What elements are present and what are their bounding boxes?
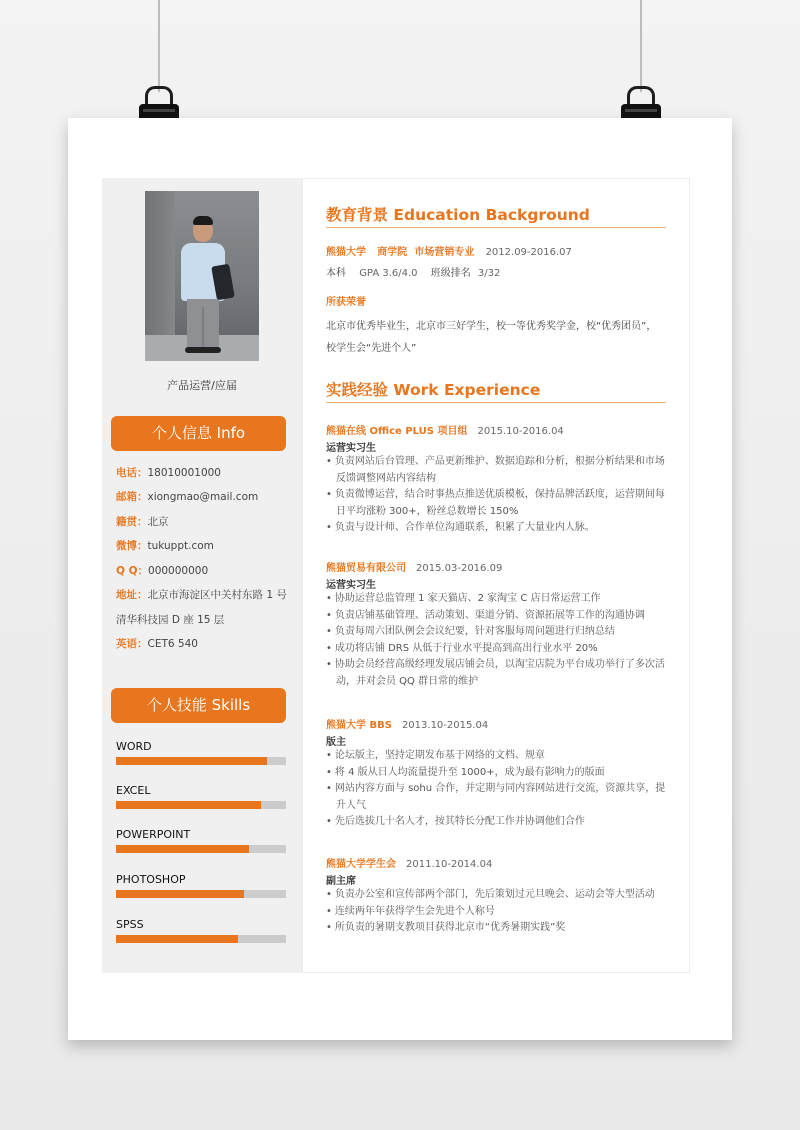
job-bullet-text: 协助会员经营高级经理发展店铺会员，以淘宝店院为平台成功举行了多次活 bbox=[334, 659, 665, 670]
job-bullet bbox=[326, 657, 671, 673]
job-bullet bbox=[326, 765, 671, 781]
info-value: 北京 bbox=[147, 516, 169, 528]
skill-bar-track bbox=[116, 890, 286, 898]
info-row bbox=[116, 563, 208, 578]
info-key: 电话： bbox=[116, 467, 148, 479]
work-heading: 实践经验 Work Experience bbox=[326, 381, 541, 399]
job-bullet bbox=[326, 641, 671, 657]
job-bullet bbox=[326, 920, 671, 936]
info-key: 英语： bbox=[116, 638, 148, 650]
job-bullet-text: 成功将店铺 DRS 从低于行业水平提高到高出行业水平 20% bbox=[334, 642, 598, 654]
skill-bar-fill bbox=[116, 757, 267, 765]
job-bullet bbox=[326, 781, 671, 797]
info-key: 微博： bbox=[116, 540, 148, 552]
job-bullet bbox=[326, 454, 671, 470]
rank-label: 班级排名 bbox=[430, 268, 471, 279]
job-role: 版主 bbox=[326, 737, 346, 748]
resume-sheet bbox=[68, 118, 732, 1040]
work-divider bbox=[326, 402, 666, 403]
info-row bbox=[116, 612, 224, 627]
job-bullet-text: 负责与设计师、合作单位沟通联系，积累了大量业内人脉。 bbox=[334, 522, 595, 533]
skill-name: POWERPOINT bbox=[116, 828, 191, 841]
info-row bbox=[116, 514, 169, 529]
bullet-dot-icon: • bbox=[326, 905, 332, 917]
info-row bbox=[116, 538, 214, 553]
job-bullet-text: 负责网站后台管理、产品更新维护、数据追踪和分析，根据分析结果和市场 bbox=[334, 456, 665, 467]
job-period: 2013.10-2015.04 bbox=[401, 720, 489, 731]
honors-line-2: 校学生会“先进个人” bbox=[326, 343, 417, 354]
job-bullet-text: 负责每周六团队例会会议纪要，针对客服每周问题进行归纳总结 bbox=[334, 626, 615, 637]
rank-value: 3/32 bbox=[477, 268, 501, 279]
education-school-line bbox=[326, 243, 572, 258]
job-bullet-text: 负责店铺基础管理、活动策划、渠道分销、资源拓展等工作的沟通协调 bbox=[334, 609, 645, 621]
gpa: GPA 3.6/4.0 bbox=[359, 268, 418, 279]
job-header bbox=[326, 716, 488, 731]
bullet-dot-icon: • bbox=[326, 642, 332, 654]
job-bullet bbox=[326, 814, 671, 830]
skill-bar-track bbox=[116, 757, 286, 765]
info-row bbox=[116, 587, 287, 602]
job-bullet bbox=[326, 471, 681, 487]
info-section-header: 个人信息 Info bbox=[111, 416, 286, 451]
honors-title: 所获荣誉 bbox=[326, 297, 366, 308]
skill-name: WORD bbox=[116, 740, 152, 753]
job-bullet-text: 升人气 bbox=[336, 799, 366, 811]
job-bullet bbox=[326, 748, 671, 764]
info-key: 籍贯： bbox=[116, 516, 148, 528]
job-bullet bbox=[326, 624, 671, 640]
major-name: 市场营销专业 bbox=[414, 247, 475, 258]
job-header bbox=[326, 855, 492, 870]
job-role: 副主席 bbox=[326, 876, 356, 887]
education-heading: 教育背景 Education Background bbox=[326, 206, 590, 224]
skill-item bbox=[116, 739, 286, 765]
skill-bar-track bbox=[116, 845, 286, 853]
job-org: 熊猫贸易有限公司 bbox=[326, 563, 406, 574]
bullet-dot-icon: • bbox=[326, 522, 332, 533]
job-bullet bbox=[326, 591, 671, 607]
education-period: 2012.09-2016.07 bbox=[485, 247, 572, 258]
job-bullet-text: 反馈调整网站内容结构 bbox=[336, 472, 436, 484]
job-org: 熊猫大学 BBS bbox=[326, 720, 392, 731]
job-role: 运营实习生 bbox=[326, 443, 376, 454]
job-bullet-text: 先后选拔几十名人才，按其特长分配工作并协调他们合作 bbox=[334, 816, 585, 827]
info-row bbox=[116, 465, 221, 480]
job-bullet-text: 论坛版主，坚持定期发布基于网络的文档、规章 bbox=[334, 750, 545, 761]
school-name: 熊猫大学 bbox=[326, 247, 366, 258]
job-bullet-text: 负责微博运营，结合时事热点推送优质模板，保持品牌活跃度，运营期间每 bbox=[334, 489, 665, 500]
job-org: 熊猫在线 Office PLUS 项目组 bbox=[326, 426, 468, 437]
job-bullet-text: 动，并对会员 QQ 群日常的维护 bbox=[336, 675, 479, 687]
job-period: 2015.03-2016.09 bbox=[416, 563, 503, 574]
honors-line-1: 北京市优秀毕业生，北京市三好学生，校一等优秀奖学金，校“优秀团员”， bbox=[326, 321, 657, 332]
bullet-dot-icon: • bbox=[326, 783, 332, 794]
job-org: 熊猫大学学生会 bbox=[326, 859, 396, 870]
bullet-dot-icon: • bbox=[326, 750, 332, 761]
job-bullet bbox=[326, 504, 681, 520]
job-header bbox=[326, 422, 564, 437]
education-divider bbox=[326, 227, 666, 228]
skill-bar-fill bbox=[116, 801, 261, 809]
job-bullet-text: 网站内容方面与 sohu 合作，并定期与同内容网站进行交流，资源共享，提 bbox=[334, 783, 666, 794]
skill-bar-fill bbox=[116, 890, 244, 898]
skill-item bbox=[116, 827, 286, 853]
job-bullet bbox=[326, 520, 671, 536]
info-value: 北京市海淀区中关村东路 1 号 bbox=[147, 589, 287, 601]
info-value: CET6 540 bbox=[147, 638, 198, 650]
info-value: 000000000 bbox=[148, 565, 209, 577]
job-bullet-text: 负责办公室和宣传部两个部门，先后策划过元旦晚会、运动会等大型活动 bbox=[334, 889, 655, 900]
info-value: 清华科技园 D 座 15 层 bbox=[116, 614, 225, 626]
skill-item bbox=[116, 783, 286, 809]
job-bullet bbox=[326, 887, 671, 903]
job-header bbox=[326, 559, 502, 574]
job-bullet-text: 所负责的暑期支教项目获得北京市“优秀暑期实践”奖 bbox=[334, 922, 566, 933]
bullet-dot-icon: • bbox=[326, 456, 332, 467]
job-bullet-text: 连续两年年获得学生会先进个人称号 bbox=[334, 905, 495, 917]
hanging-wire-left bbox=[158, 0, 160, 92]
skills-section-header: 个人技能 Skills bbox=[111, 688, 286, 723]
education-grade-line bbox=[326, 264, 500, 279]
left-sidebar bbox=[102, 178, 302, 973]
bullet-dot-icon: • bbox=[326, 593, 332, 604]
job-bullet-text: 协助运营总监管理 1 家天猫店、2 家淘宝 C 店日常运营工作 bbox=[334, 593, 601, 604]
info-value: xiongmao@mail.com bbox=[147, 491, 259, 503]
position-title: 产品运营/应届 bbox=[167, 379, 237, 392]
job-bullet-text: 日平均涨粉 300+，粉丝总数增长 150% bbox=[336, 505, 519, 517]
skill-item bbox=[116, 917, 286, 943]
skill-name: PHOTOSHOP bbox=[116, 873, 186, 886]
info-value: 18010001000 bbox=[147, 467, 221, 479]
job-bullet-text: 将 4 版从日人均流量提升至 1000+，成为最有影响力的版面 bbox=[334, 766, 605, 778]
bullet-dot-icon: • bbox=[326, 659, 332, 670]
degree: 本科 bbox=[326, 268, 346, 279]
bullet-dot-icon: • bbox=[326, 626, 332, 637]
bullet-dot-icon: • bbox=[326, 816, 332, 827]
job-period: 2015.10-2016.04 bbox=[477, 426, 564, 437]
job-bullet bbox=[326, 798, 681, 814]
info-row bbox=[116, 636, 198, 651]
skill-bar-fill bbox=[116, 845, 249, 853]
job-period: 2011.10-2014.04 bbox=[406, 859, 493, 870]
info-row bbox=[116, 489, 258, 504]
hanging-wire-right bbox=[640, 0, 642, 92]
bullet-dot-icon: • bbox=[326, 489, 332, 500]
college-name: 商学院 bbox=[377, 247, 408, 258]
skill-bar-track bbox=[116, 935, 286, 943]
bullet-dot-icon: • bbox=[326, 922, 332, 933]
job-bullet bbox=[326, 487, 671, 503]
skill-bar-fill bbox=[116, 935, 238, 943]
job-bullet bbox=[326, 608, 671, 624]
job-bullet bbox=[326, 904, 671, 920]
job-role: 运营实习生 bbox=[326, 580, 376, 591]
info-key: 地址： bbox=[116, 589, 148, 601]
main-content bbox=[302, 178, 690, 973]
info-key: Q Q： bbox=[116, 565, 149, 577]
skill-name: SPSS bbox=[116, 918, 144, 931]
skill-item bbox=[116, 872, 286, 898]
skill-name: EXCEL bbox=[116, 784, 151, 797]
bullet-dot-icon: • bbox=[326, 766, 332, 778]
skill-bar-track bbox=[116, 801, 286, 809]
bullet-dot-icon: • bbox=[326, 889, 332, 900]
profile-photo bbox=[145, 191, 259, 361]
bullet-dot-icon: • bbox=[326, 609, 332, 621]
job-bullet bbox=[326, 674, 681, 690]
info-key: 邮箱： bbox=[116, 491, 148, 503]
info-value: tukuppt.com bbox=[147, 540, 214, 552]
